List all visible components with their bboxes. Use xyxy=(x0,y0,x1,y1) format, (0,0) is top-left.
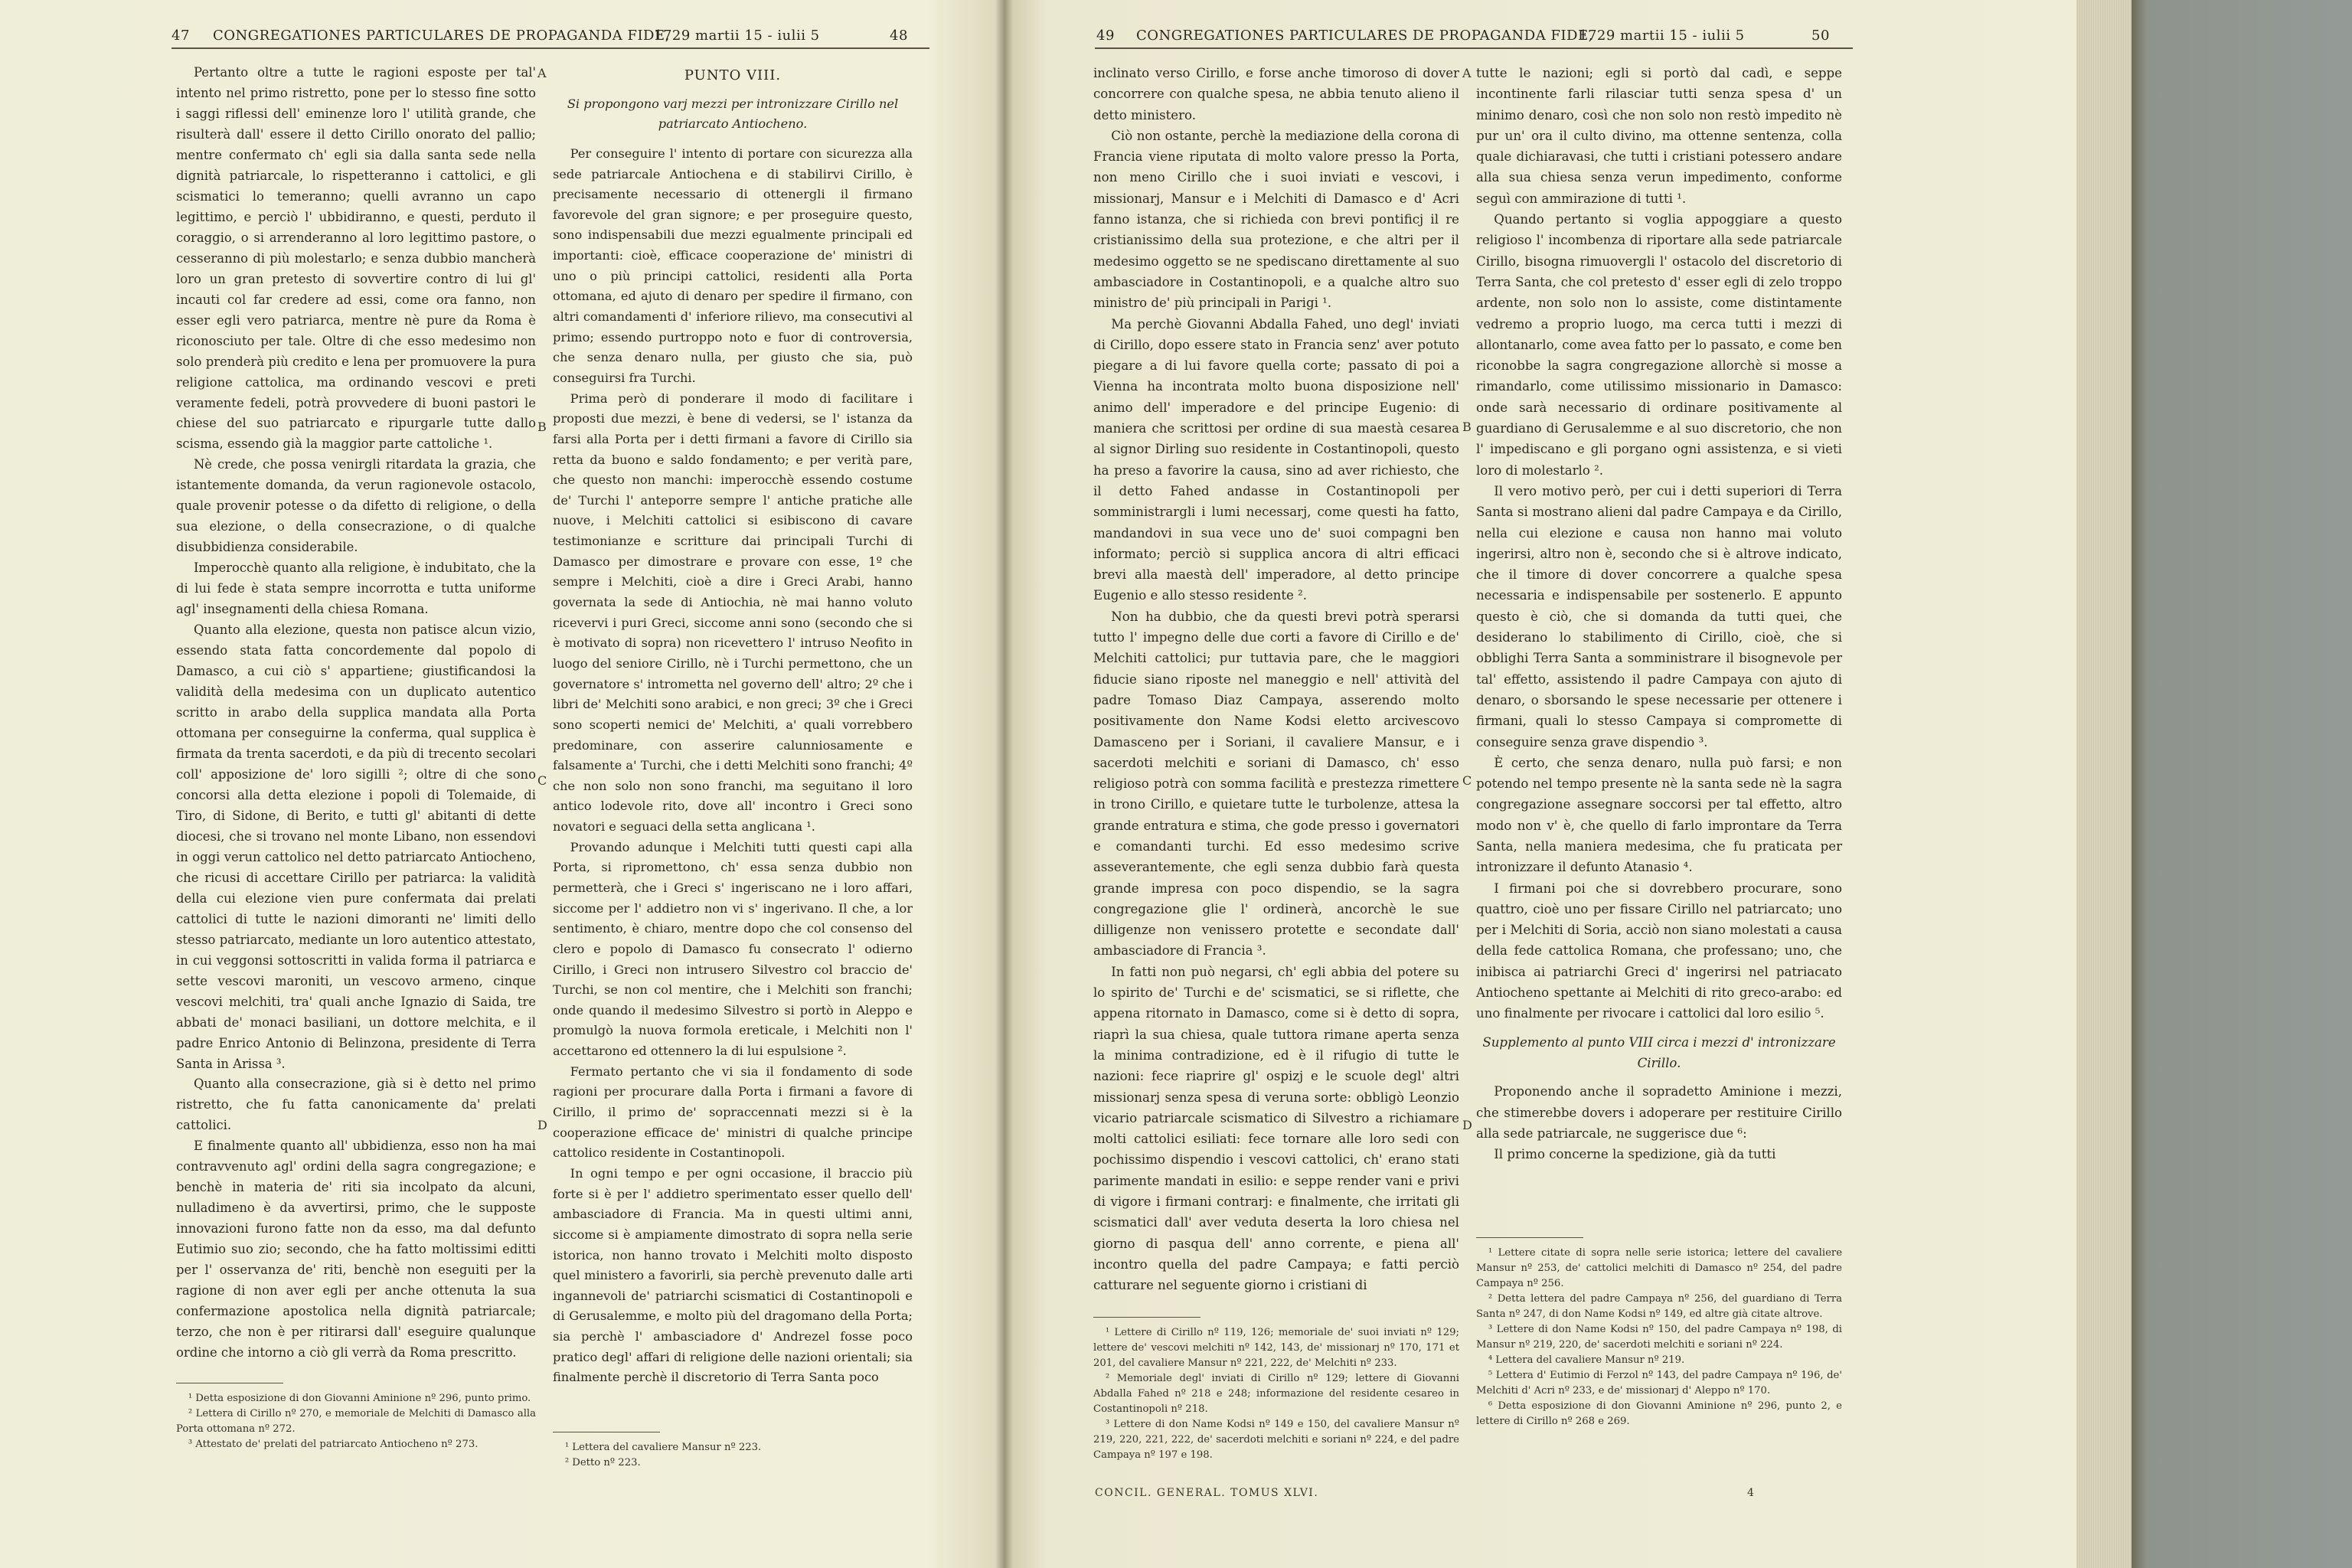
book-gutter xyxy=(995,0,1014,1568)
footnote: ¹ Lettera del cavaliere Mansur nº 223. xyxy=(564,1442,762,1453)
footnote: ² Memoriale degl' inviati di Cirillo nº 129; lettere di Giovanni Abdalla Fahed nº 218 e 248; informazione del residente cesareo in Costantinopoli nº 218. xyxy=(1093,1373,1459,1415)
margin-letter-c: C xyxy=(537,773,547,788)
footnote: ² Detto nº 223. xyxy=(564,1457,641,1468)
margin-letter-d: D xyxy=(537,1118,547,1132)
supplement-heading: Supplemento al punto VIII circa i mezzi d' intronizzare Cirillo. xyxy=(1482,1034,1836,1070)
right-page-column-1 xyxy=(1093,63,1459,1296)
left-page-column-1 xyxy=(176,63,536,1364)
right-page-number-right: 50 xyxy=(1811,28,1830,44)
page-edges xyxy=(2076,0,2132,1568)
margin-letter-a: A xyxy=(537,66,547,80)
section-heading: PUNTO VIII. xyxy=(684,67,782,83)
section-subtitle: Si propongono varj mezzi per intronizzare Cirillo nel patriarcato Antiocheno. xyxy=(567,96,899,132)
paragraph: Proponendo anche il sopradetto Aminione i mezzi, che stimerebbe dovers i adoperare per restituire Cirillo alla sede patriarcale, ne suggerisce due ⁶: xyxy=(1476,1084,1842,1141)
footnote-rule xyxy=(1476,1237,1583,1238)
footnote: ² Lettera di Cirillo nº 270, e memoriale de Melchiti di Damasco alla Porta ottomana nº 272. xyxy=(176,1408,536,1435)
left-running-title: CONGREGATIONES PARTICULARES DE PROPAGANDA FIDE, xyxy=(213,28,670,44)
paragraph: Prima però di ponderare il modo di facilitare i proposti due mezzi, è bene di vedersi, se l' istanza da farsi alla Porta per i detti firmani a favore di Cirillo sia retta da buono e saldo fondamento; e per verità pare, che questo non manchi: imperocchè essendo costume de' Turchi l' anteporre sempre l' antiche pratiche alle nuove, i Melchiti cattolici si esibiscono di cavare testimonianze e scritture dai principali Turchi di Damasco per dimostrare e provare con esse, 1º che sempre i Melchiti, cioè a dire i Greci Arabi, hanno governata la sede di Antiochia, nè mai hanno voluto ricevervi i puri Greci, siccome anni sono (secondo che si è motivato di sopra) non ricevettero l' intruso Neofito in luogo del seniore Cirillo, nè i Turchi permettono, che un governatore s' intrometta nel governo dell' altro; 2º che i libri de' Melchiti sono arabici, e non greci; 3º che i Greci sono scoperti nemici de' Melchiti, a' quali vorrebbero predominare, con asserire calunniosamente e falsamente a' Turchi, che i detti Melchiti sono franchi; 4º che non solo non sono franchi, ma seguitano il loro antico lodevole rito, dove all' incontro i Greci sono novatori e seguaci della setta anglicana ¹. xyxy=(553,390,913,835)
margin-letter-c: C xyxy=(1462,773,1472,788)
margin-letter-d: D xyxy=(1462,1118,1472,1132)
paragraph: Quanto alla consecrazione, già si è detto nel primo ristretto, che fu fatta canonicamente da' prelati cattolici. xyxy=(176,1076,536,1133)
footnote: ³ Lettere di don Name Kodsi nº 149 e 150, del cavaliere Mansur nº 219, 220, 221, 222, de' sacerdoti melchiti e soriani nº 224, e del padre Campaya nº 197 e 198. xyxy=(1093,1419,1459,1461)
paragraph: inclinato verso Cirillo, e forse anche timoroso di dover concorrere con qualche spesa, ne abbia tenuto alieno il detto ministero. xyxy=(1093,66,1459,122)
left-page-number-left: 47 xyxy=(172,28,190,44)
paragraph: In fatti non può negarsi, ch' egli abbia del potere su lo spirito de' Turchi e de' scismatici, se si riflette, che appena ritornato in Damasco, come si è detto di sopra, riaprì la sua chiesa, quale tuttora rimane aperta senza la minima contradizione, ed è il rifugio di tutte le nazioni: fece riaprire gl' ospizj e le scuole degl' altri missionarj senza spesa di veruna sorte: obbligò Leonzio vicario patriarcale scismatico di Silvestro a richiamare molti cattolici esiliati: fece tornare alle loro sedi con pochissimo dispendio i vescovi cattolici, ch' erano stati parimente mandati in esilio: e seppe render vani e privi di vigore i firmani contrarj: e finalmente, che irritati gli scismatici dall' aver veduta deserta la loro chiesa nel giorno di pasqua dell' anno corrente, e piena all' incontro quella del padre Campaya; e fatti perciò catturare nel seguente giorno i cristiani di xyxy=(1093,964,1459,1293)
right-page-col1-footnotes xyxy=(1093,1317,1459,1463)
left-running-dates: 1729 martii 15 - iulii 5 xyxy=(654,28,820,44)
paragraph: Provando adunque i Melchiti tutti questi capi alla Porta, si ripromettono, ch' essa senza dubbio non permetterà, che i Greci s' ingeriscano ne i loro affari, siccome per l' addietro non vi s' ingerivano. Il che, a lor sentimento, è chiaro, mentre dopo che col consenso del clero e popolo di Damasco fu consecrato l' odierno Cirillo, i Greci non intrusero Silvestro col braccio de' Turchi, se non col mentire, che i Melchiti son franchi; onde quando il medesimo Silvestro si portò in Aleppo e promulgò la nuova formola ereticale, i Melchiti non l' accettarono ed ottennero la di lui espulsione ². xyxy=(553,839,913,1059)
left-page-col1-footnotes xyxy=(176,1383,536,1452)
footnote: ² Detta lettera del padre Campaya nº 256, del guardiano di Terra Santa nº 247, di don Name Kodsi nº 149, ed altre già citate altrove. xyxy=(1476,1293,1842,1320)
right-page-column-2 xyxy=(1476,63,1842,1165)
footnote: ⁴ Lettera del cavaliere Mansur nº 219. xyxy=(1488,1354,1685,1366)
book-cover xyxy=(2132,0,2352,1568)
sheet-number: 4 xyxy=(1747,1487,1754,1499)
right-running-dates: 1729 martii 15 - iulii 5 xyxy=(1579,28,1745,44)
paragraph: Non ha dubbio, che da questi brevi potrà sperarsi tutto l' impegno delle due corti a favore di Cirillo e de' Melchiti cattolici; pur tuttavia pare, che le maggiori fiducie siano riposte nel maneggio e nell' attività del padre Tomaso Diaz Campaya, asserendo molto positivamente don Name Kodsi eletto arcivescovo Damasceno per i Soriani, il cavaliere Mansur, e i sacerdoti melchiti e soriani di Damasco, ch' esso religioso potrà con somma facilità e prestezza rimettere in trono Cirillo, e quietare tutte le turbolenze, attesa la grande entratura e stima, che gode presso i governatori e comandanti turchi. Ed esso medesimo scrive asseverantemente, che egli senza dubbio farà questa grande impresa con poco dispendio, se la sagra congregazione glie l' ordinerà, ancorchè le sue dilligenze non venissero protette e secondate dall' ambasciadore di Francia ³. xyxy=(1093,609,1459,959)
signature-mark: CONCIL. GENERAL. TOMUS XLVI. xyxy=(1095,1487,1319,1499)
footnote: ¹ Lettere citate di sopra nelle serie istorica; lettere del cavaliere Mansur nº 253, de' cattolici melchiti di Damasco nº 254, del padre Campaya nº 256. xyxy=(1476,1247,1842,1289)
paragraph: I firmani poi che si dovrebbero procurare, sono quattro, cioè uno per fissare Cirillo nel patriarcato; uno per i Melchiti di Soria, acciò non siano molestati a causa della fede cattolica Romana, che professano; uno, che inibisca ai patriarchi Greci d' ingerirsi nel patriacato Antiocheno spettante ai Melchiti di rito greco-arabo: ed uno finalmente per rivocare i cattolici dal loro esilio ⁵. xyxy=(1476,880,1842,1021)
paragraph: Imperocchè quanto alla religione, è indubitato, che la di lui fede è stata sempre incorrotta e tutta uniforme agl' insegnamenti della chiesa Romana. xyxy=(176,560,536,617)
paragraph: Quando pertanto si voglia appoggiare a questo religioso l' incombenza di riportare alla sede patriarcale Cirillo, bisogna rimuovergli l' ostacolo del discretorio di Terra Santa, che col pretesto d' esser egli di zelo troppo ardente, non solo non lo assiste, come distintamente vedremo a proprio luogo, ma cerca tutti i mezzi di allontanarlo, come avea fatto per lo passato, e come ben riconobbe la sagra congregazione allorchè si mosse a rimandarlo, come utilissimo missionario in Damasco: onde sarà necessario di ordinare positivamente al guardiano di Gerusalemme e al suo discretorio, che non l' impediscano e gli porgano ogni assistenza, e si vieti loro di molestarlo ². xyxy=(1476,212,1842,478)
right-page-col2-footnotes xyxy=(1476,1237,1842,1429)
footnote: ⁶ Detta esposizione di don Giovanni Aminione nº 296, punto 2, e lettere di Cirillo nº 268 e 269. xyxy=(1476,1400,1842,1427)
paragraph: Quanto alla elezione, questa non patisce alcun vizio, essendo stata fatta concordemente dal popolo di Damasco, a cui ciò s' appartiene; giustificandosi la validità della medesima con un duplicato autentico scritto in arabo della supplica mandata alla Porta ottomana per conseguirne la conferma, qual supplica è firmata da trenta sacerdoti, e da più di trecento secolari coll' apposizione de' loro sigilli ²; oltre di che sono concorsi alla detta elezione i popoli di Tolemaide, di Tiro, di Sidone, di Berito, e tutti gl' abitanti di dette diocesi, che si trovano nel monte Libano, non essendovi in oggi verun cattolico nel detto patriarcato Antiocheno, che ricusi di accettare Cirillo per patriarca: la validità della cui elezione vien pure confermata dai prelati cattolici di tutte le nazioni dimoranti ne' limiti dello stesso patriarcato, mediante un loro autentico attestato, in cui veggonsi sottoscritti in valida forma il patriarca e sette vescovi maroniti, un vescovo armeno, cinque vescovi melchiti, tra' quali anche Ignazio di Saida, tre abbati de' monaci basiliani, un dottore melchita, e il padre Enrico Antonio di Belinzona, presidente di Terra Santa in Arissa ³. xyxy=(176,622,536,1071)
paragraph: Ciò non ostante, perchè la mediazione della corona di Francia viene riputata di molto valore presso la Porta, non meno Cirillo che i suoi inviati e vescovi, i missionarj, Mansur e i Melchiti di Damasco e d' Acri fanno istanza, che si richieda con brevi pontificj il re cristianissimo della sua protezione, e che altri per il medesimo oggetto se ne spediscano direttamente al suo ambasciadore in Costantinopoli, e a qualche altro suo ministro de' più principali in Parigi ¹. xyxy=(1093,128,1459,311)
paragraph: Per conseguire l' intento di portare con sicurezza alla sede patriarcale Antiochena e di stabilirvi Cirillo, è precisamente necessario di ottenergli il firmano favorevole del gran signore; e per proseguire questo, sono indispensabili due mezzi egualmente principali ed importanti: cioè, efficace cooperazione de' ministri di uno o più principi cattolici, residenti alla Porta ottomana, ed ajuto di denaro per spedire il firmano, con altri comandamenti d' inferiore rilievo, ma consecutivi al primo; essendo purtroppo noto e fuor di controversia, che senza denaro nulla, per giusto che sia, può conseguirsi fra Turchi. xyxy=(553,145,913,385)
footnote: ³ Attestato de' prelati del patriarcato Antiocheno nº 273. xyxy=(188,1439,479,1450)
paragraph: Il vero motivo però, per cui i detti superiori di Terra Santa si mostrano alieni dal padre Campaya e da Cirillo, nella cui elezione e causa non hanno mai voluto ingerirsi, altro non è, secondo che si è altrove indicato, che il timore di dover concorrere a qualche spesa necessaria e indispensabile per sostenerlo. E appunto questo è ciò, che si domanda da tutti quei, che desiderano lo stabilimento di Cirillo, cioè, che si obblighi Terra Santa a somministrare il bisognevole per tal' effetto, assistendo il padre Campaya con ajuto di denaro, o sborsando le spese necessarie per ottenere i firmani, quali lo stesso Campaya si compromette di conseguire senza grave dispendio ³. xyxy=(1476,483,1842,750)
left-header-rule xyxy=(172,47,929,49)
paragraph: E finalmente quanto all' ubbidienza, esso non ha mai contravvenuto agl' ordini della sagra congregazione; e benchè in materia de' riti sia incolpato da alcuni, nulladimeno è da avvertirsi, primo, che le supposte innovazioni furono fatte non da esso, ma dal defunto Eutimio suo zio; secondo, che ha fatto moltissimi editti per l' osservanza de' riti, benchè non eseguiti per la ragione di non aver egli per anche ottenuta la sua confermazione apostolica nella dignità patriarcale; terzo, che non è per ritirarsi dall' eseguire qualunque ordine che intorno a ciò gli verrà da Roma prescritto. xyxy=(176,1138,536,1361)
right-running-title: CONGREGATIONES PARTICULARES DE PROPAGANDA FIDE, xyxy=(1136,28,1593,44)
footnote: ⁵ Lettera d' Eutimio di Ferzol nº 143, del padre Campaya nº 196, de' Melchiti d' Acri nº 233, e de' missionarj d' Aleppo nº 170. xyxy=(1476,1370,1842,1396)
paragraph: Nè crede, che possa venirgli ritardata la grazia, che istantemente domanda, da verun ragionevole ostacolo, quale provenir potesse o da difetto di religione, o della sua elezione, o della consecrazione, o di qualche disubbidienza considerabile. xyxy=(176,457,536,555)
margin-letter-b: B xyxy=(537,420,547,434)
right-header-rule xyxy=(1095,47,1853,49)
footnote: ¹ Detta esposizione di don Giovanni Aminione nº 296, punto primo. xyxy=(188,1393,531,1404)
paragraph: Fermato pertanto che vi sia il fondamento di sode ragioni per procurare dalla Porta i firmani a favore di Cirillo, il primo de' sopraccennati mezzi si è la cooperazione efficace de' ministri di qualche principe cattolico residente in Costantinopoli. xyxy=(553,1063,913,1161)
left-page-number-right: 48 xyxy=(890,28,908,44)
margin-letter-a: A xyxy=(1462,66,1472,80)
margin-letter-b: B xyxy=(1462,420,1472,434)
footnote: ¹ Lettere di Cirillo nº 119, 126; memoriale de' suoi inviati nº 129; lettere de' vescovi melchiti nº 142, 143, de' missionarj nº 170, 171 et 201, del cavaliere Mansur nº 221, 222, de' Melchiti nº 233. xyxy=(1093,1327,1459,1369)
footnote: ³ Lettere di don Name Kodsi nº 150, del padre Campaya nº 198, di Mansur nº 219, 220, de' sacerdoti melchiti e soriani nº 224. xyxy=(1476,1324,1842,1351)
paragraph: tutte le nazioni; egli si portò dal cadì, e seppe incontinente farli rilasciar tutti senza spesa d' un minimo denaro, così che non solo non restò impedito nè pur un' ora il culto divino, ma ottenne sentenza, colla quale dichiaravasi, che tutti i cristiani potessero andare alla sua chiesa senza verun impedimento, conforme seguì con ammirazione di tutti ¹. xyxy=(1476,66,1842,206)
paragraph: Pertanto oltre a tutte le ragioni esposte per tal' intento nel primo ristretto, pone per lo stesso fine sotto i saggi riflessi dell' eminenze loro l' utilità grande, che risulterà dall' essere il detto Cirillo onorato del pallio; mentre confermato ch' egli sia dalla santa sede nella dignità patriarcale, lo rispetteranno i cattolici, e gli scismatici lo temeranno; quelli avranno un capo legittimo, e perciò l' ubbidiranno, e questi, perduto il coraggio, o si arrenderanno al loro legittimo pastore, o cesseranno di più molestarlo; e senza dubbio mancherà loro un gran pretesto di sovvertire contro di lui gl' incauti col far credere ad essi, come ora fanno, non esser egli vero patriarca, mentre nè pure da Roma è riconosciuto per tale. Oltre di che esso medesimo non solo prenderà più credito e lena per promuovere la pura religione cattolica, ma ordinando vescovi e preti veramente fedeli, potrà provvedere di buoni pastori le chiese del suo patriarcato e ripurgarle tutte dallo scisma, essendo già la maggior parte cattoliche ¹. xyxy=(176,65,536,452)
paragraph: In ogni tempo e per ogni occasione, il braccio più forte si è per l' addietro sperimentato esser quello dell' ambasciadore di Francia. Ma in questi ultimi anni, siccome si è ampiamente dimostrato di sopra nella serie istorica, non hanno trovato i Melchiti molto disposto quel ministero a favorirli, sia perchè prevenuto dalle arti ingannevoli de' patriarchi scismatici di Costantinopoli e di Gerusalemme, e molto più del dragomano della Porta; sia perchè l' ambasciadore d' Andrezel fosse poco pratico degl' affari di religione delle nazioni orientali; sia finalmente perchè il discretorio di Terra Santa poco xyxy=(553,1165,913,1385)
paragraph: Il primo concerne la spedizione, già da tutti xyxy=(1494,1147,1776,1162)
paragraph: Ma perchè Giovanni Abdalla Fahed, uno degl' inviati di Cirillo, dopo essere stato in Francia senz' aver potuto piegare a di lui favore quella corte; passato di poi a Vienna ha incontrata molto buona disposizione nell' animo dell' imperadore e del principe Eugenio: di maniera che scrittosi per ordine di sua maestà cesarea al signor Dirling suo residente in Costantinopoli, questo ha preso a favorire la causa, sino ad aver richiesto, che il detto Fahed andasse in Costantinopoli per somministrargli i lumi necessarj, come questi ha fatto, mandandovi in sua vece uno de' suoi compagni ben informato; perciò si supplica ancora di altri efficaci brevi alla maestà dell' imperadore, al detto principe Eugenio e allo stesso residente ². xyxy=(1093,316,1459,603)
footnote-rule xyxy=(1093,1317,1200,1318)
left-page-column-2 xyxy=(553,63,913,1388)
paragraph: È certo, che senza denaro, nulla può farsi; e non potendo nel tempo presente nè la santa sede nè la sagra congregazione assegnare soccorsi per tal effetto, altro modo non v' è, che quello di farlo improntare da Terra Santa, nella maniera medesima, che fu praticata per intronizzare il defunto Atanasio ⁴. xyxy=(1476,755,1842,875)
right-page-number-left: 49 xyxy=(1096,28,1115,44)
left-page-col2-footnotes xyxy=(553,1432,913,1471)
